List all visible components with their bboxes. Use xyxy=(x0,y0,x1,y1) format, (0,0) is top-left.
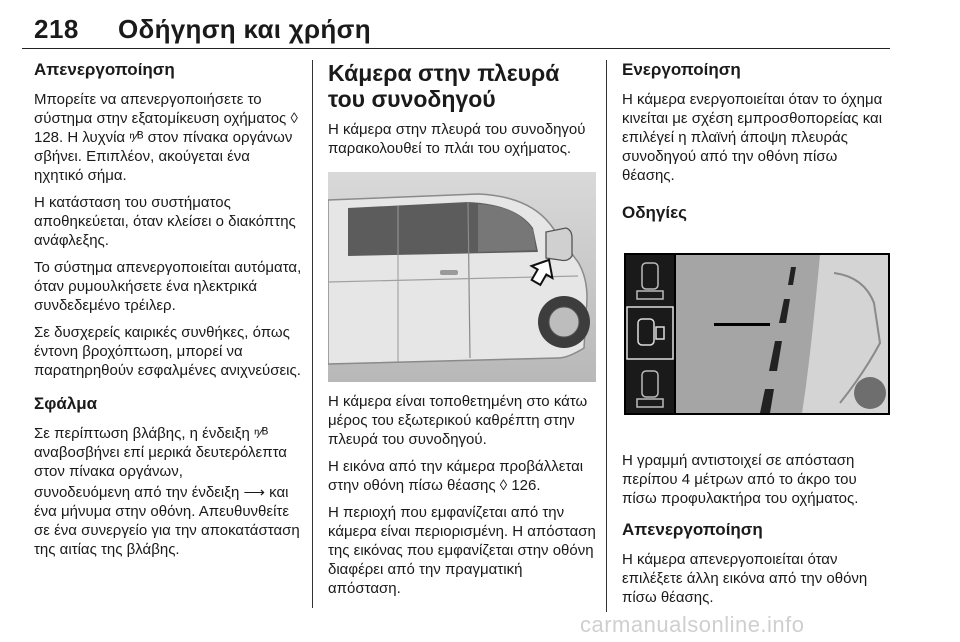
paragraph: Η κάμερα στην πλευρά του συνοδηγού παρακολουθεί το πλάι του οχήματος. xyxy=(328,121,586,157)
paragraph: Το σύστημα απενεργοποιείται αυτόματα, όταν ρυμουλκήσετε ένα ηλεκτρικά συνδεδεμένο τρέιλερ. xyxy=(34,259,302,314)
front-wheel-rim xyxy=(549,307,579,337)
door-handle xyxy=(440,270,458,275)
vehicle-wheel xyxy=(854,377,886,409)
section-heading-camera: Κάμερα στην πλευρά του συνοδηγού xyxy=(328,60,560,112)
paragraph: Μπορείτε να απενεργοποιήσετε το σύστημα στην εξατομίκευση οχήματος ◊ 128. Η λυχνία ⁿ⁄ᴮ στον πίνακα οργάνων σβήνει. Επιπλέον, ακούγεται ένα ηχητικό σήμα. xyxy=(34,91,298,184)
column-divider xyxy=(606,60,607,612)
column-2 xyxy=(328,60,598,606)
side-mirror xyxy=(546,228,572,261)
section-heading-disable: Απενεργοποίηση xyxy=(622,520,763,539)
column-1 xyxy=(34,60,302,567)
page-number: 218 xyxy=(34,14,79,44)
paragraph: Σε περίπτωση βλάβης, η ένδειξη ⁿ⁄ᴮ αναβοσβήνει επί μερικά δευτερόλεπτα στον πίνακα οργάνων, xyxy=(34,425,287,480)
view-icon-panel xyxy=(626,255,674,413)
section-heading-guides: Οδηγίες xyxy=(622,203,688,222)
side-camera-van-illustration xyxy=(328,172,596,382)
paragraph: Η γραμμή αντιστοιχεί σε απόσταση περίπου 4 μέτρων από το άκρο του πίσω προφυλακτήρα του οχήματος. xyxy=(622,452,859,507)
watermark: carmanualsonline.info xyxy=(580,612,805,637)
paragraph: Η κατάσταση του συστήματος αποθηκεύεται, όταν κλείσει ο διακόπτης ανάφλεξης. xyxy=(34,194,296,249)
section-heading-fault: Σφάλμα xyxy=(34,394,98,413)
camera-display-illustration xyxy=(624,253,890,415)
paragraph: Η κάμερα απενεργοποιείται όταν επιλέξετε άλλη εικόνα από την οθόνη πίσω θέασης. xyxy=(622,551,868,606)
section-heading-disable: Απενεργοποίηση xyxy=(34,60,175,79)
road-surface xyxy=(676,255,824,413)
column-divider xyxy=(312,60,313,608)
column-3 xyxy=(622,60,892,615)
distance-guide-line xyxy=(714,323,770,326)
section-heading-enable: Ενεργοποίηση xyxy=(622,60,741,79)
page-header xyxy=(22,8,890,49)
paragraph: συνοδευόμενη από την ένδειξη ⟶ και ένα μήνυμα στην οθόνη. Απευθυνθείτε σε ένα συνεργείο για την αποκατάσταση της αιτίας της βλάβης. xyxy=(34,484,300,558)
paragraph: Σε δυσχερείς καιρικές συνθήκες, όπως έντονη βροχόπτωση, μπορεί να παρατηρηθούν εσφαλμένες ανιχνεύσεις. xyxy=(34,324,301,379)
chapter-title: Οδήγηση και χρήση xyxy=(118,14,371,44)
paragraph: Η κάμερα ενεργοποιείται όταν το όχημα κινείται με σχέση εμπροσθοπορείας και επιλέγεί η πλαϊνή άποψη πλευράς συνοδηγού από την οθόνη πίσω θέασης. xyxy=(622,91,883,184)
paragraph: Η εικόνα από την κάμερα προβάλλεται στην οθόνη πίσω θέασης ◊ 126. xyxy=(328,458,584,494)
paragraph: Η περιοχή που εμφανίζεται από την κάμερα είναι περιορισμένη. Η απόσταση της εικόνας που εμφανίζεται στην οθόνη διαφέρει από την πραγματική απόσταση. xyxy=(328,504,596,597)
paragraph: Η κάμερα είναι τοποθετημένη στο κάτω μέρος του εξωτερικού καθρέπτη στην πλευρά του συνοδηγού. xyxy=(328,393,588,448)
